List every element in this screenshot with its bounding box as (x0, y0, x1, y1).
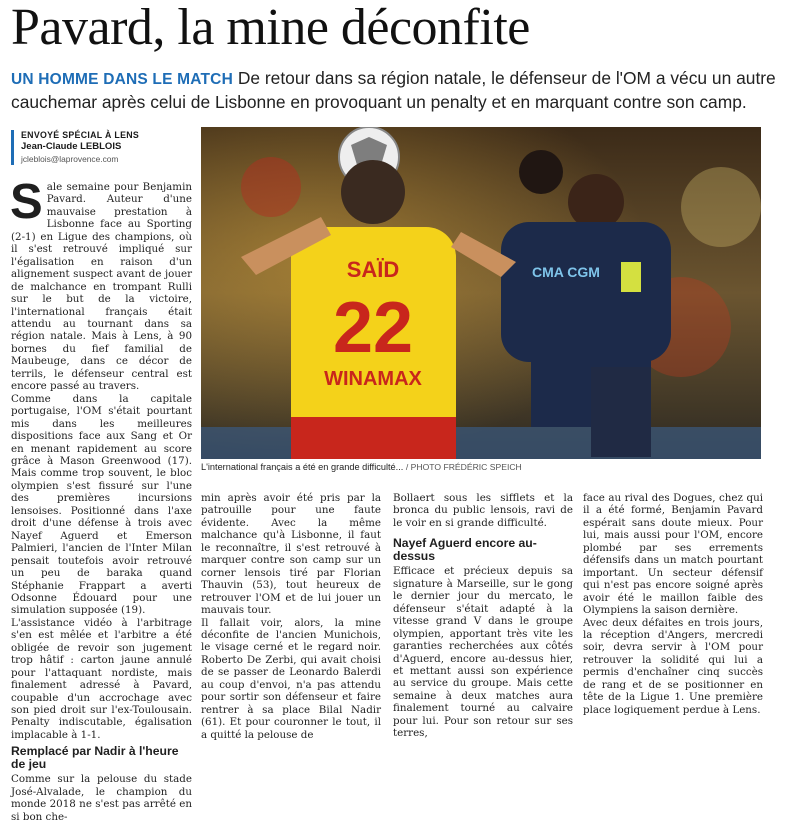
paragraph: L'assistance vidéo à l'arbitrage s'en est mêlée et l'arbitre a été obligée de revoir son jugement trop hâtif : carton jaune annulé pour l'attaquant nordiste, mais finalement adressé à Pavard, coupable d'un accrochage avec son pied droit sur l'ex-Toulousain. Penalty indiscutable, égalisation implacable à 1-1. (11, 616, 192, 741)
headline: Pavard, la mine déconfite (11, 0, 530, 56)
byline (11, 130, 201, 165)
paragraph: Avec deux défaites en trois jours, la réception d'Angers, mercredi soir, devra servir à l'OM pour retrouver la solidité qui lui a permis d'enchaîner cinq succès de rang et de se positionner en tête de la Ligue 1. Une première place logiquement perdue à Lens. (583, 616, 763, 716)
standfirst-text: De retour dans sa région natale, le défenseur de l'OM a vécu un autre cauchemar après celui de Lisbonne en provoquant un penalty et en marquant contre son camp. (11, 68, 776, 112)
subheading-replaced: Remplacé par Nadir à l'heure de jeu (11, 744, 179, 772)
article-column-4 (583, 492, 763, 716)
paragraph: Comme sur la pelouse du stade José-Alvalade, le champion du monde 2018 ne s'est pas arrêté en si bon che- (11, 773, 192, 823)
byline-envoy: ENVOYÉ SPÉCIAL À LENS (21, 130, 140, 140)
paragraph: Bollaert sous les sifflets et la bronca du public lensois, ravi de le voir en si grande difficulté. (393, 492, 573, 529)
dropcap: S (10, 175, 43, 229)
standfirst (11, 67, 781, 114)
paragraph: ale semaine pour Benjamin Pavard. Auteur d'une mauvaise prestation à Lisbonne face au Sporting (2-1) en Ligue des champions, où il s'est retrouvé impliqué sur l'égalisation en raison d'un alignement suspect avant de jouer de malchance en trompant Rulli sur le but de la victoire, l'international français était attendu au tournant dans sa région natale. Mais à Lens, à 90 bornes du fief familial de Maubeuge, dans ce décor de terrils, le défenseur central est encore passé au travers. (11, 181, 192, 393)
paragraph: Comme dans la capitale portugaise, l'OM s'était pourtant mis dans les meilleures dispositions face aux Sang et Or en menant rapidement au score grâce à Mason Greenwood (17). Mais comme trop souvent, le bloc olympien s'est fissuré sur l'une des premières incursions lensoises. Positionné dans l'axe droit d'une défense à trois avec Nayef Aguerd et Emerson Palmieri, l'ancien de l'Inter Milan pensait toutefois avoir retrouvé un peu de baraka quand Stéphanie Frappart a averti Odsonne Édouard pour une simulation supposée (19). (11, 392, 192, 617)
paragraph: min après avoir été pris par la patrouille pour une faute évidente. Avec la même malchance qu'à Lisbonne, il faut le reconnaître, il s'est retrouvé à marquer contre son camp sur un corner lensois tiré par Florian Thauvin (53), tout heureux de retrouver l'OM et de lui jouer un mauvais tour. (201, 492, 381, 617)
jersey-sponsor: WINAMAX (324, 368, 422, 390)
match-photo (201, 127, 761, 459)
byline-author: Jean-Claude LEBLOIS (21, 141, 122, 152)
jersey-number: 22 (332, 288, 414, 368)
subheading-aguerd: Nayef Aguerd encore au-dessus (393, 536, 537, 564)
byline-email[interactable]: jcleblois@laprovence.com (21, 154, 119, 164)
kicker: UN HOMME DANS LE MATCH (11, 71, 233, 88)
photo-credit: / PHOTO FRÉDÉRIC SPEICH (405, 462, 522, 472)
article-column-1 (10, 175, 192, 823)
paragraph: face au rival des Dogues, chez qui il a été formé, Benjamin Pavard espérait sans doute mieux. Pour lui, mais aussi pour l'OM, encore plombé par ses errements défensifs dans un match pourtant important. Un secteur défensif qui n'est pas encore soigné après avoir été le maillon faible des Olympiens la saison dernière. (583, 492, 763, 617)
jersey-name: SAÏD (346, 257, 400, 282)
article-column-3 (393, 492, 573, 740)
photo-caption (201, 461, 781, 473)
caption-text: L'international français a été en grande difficulté... (201, 462, 404, 472)
match-photo-illustration (201, 127, 761, 459)
paragraph: Efficace et précieux depuis sa signature à Marseille, sur le gong le dernier jour du mercato, le défenseur s'était adapté à la vitesse grand V dans le groupe olympien, apportant très vite les garanties recherchées aux côtés d'Aguerd, encore au-dessus hier, et mettant aussi son expérience au service du groupe. Mais cette semaine à deux matches aura finalement tourné au calvaire pour lui. Pour son retour sur ses terres, (393, 565, 573, 740)
om-sponsor: CMA CGM (532, 264, 600, 280)
paragraph: Il fallait voir, alors, la mine déconfite de l'ancien Munichois, le visage cerné et le regard noir. Roberto De Zerbi, qui avait choisi de se passer de Leonardo Balerdi au coup d'envoi, n'a pas attendu pour sortir son défenseur et faire rentrer à sa place Bilal Nadir (61). Et pour couronner le tout, il a quitté la pelouse de (201, 616, 381, 741)
